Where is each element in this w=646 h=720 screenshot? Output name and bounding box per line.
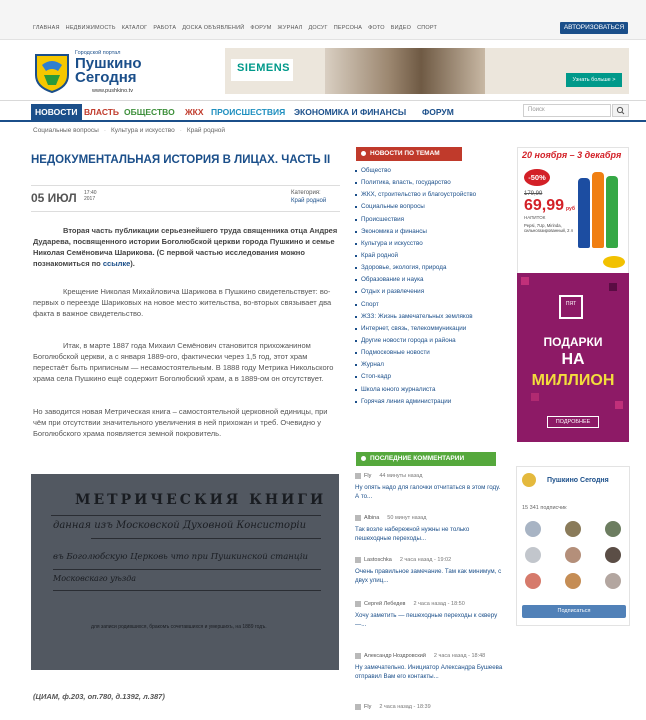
avatar[interactable] [525, 573, 541, 589]
top-nav-link[interactable]: РАБОТА [153, 25, 177, 31]
topics-header-label: НОВОСТИ ПО ТЕМАМ [370, 150, 440, 157]
category-label: Категория: [291, 190, 321, 196]
ad-dates: 20 ноября – 3 декабря [522, 150, 622, 160]
comment-author[interactable]: Lastoschka [364, 557, 392, 563]
comment-meta [355, 652, 505, 661]
metric-book-photo [31, 474, 339, 670]
comment-author[interactable]: Fly [364, 473, 372, 479]
photo-heading: МЕТРИЧЕСКИЯ КНИГИ [75, 492, 327, 508]
main-nav-utilities[interactable]: ЖКХ [185, 107, 204, 117]
login-button[interactable]: АВТОРИЗОВАТЬСЯ [560, 22, 628, 34]
topic-link[interactable]: Экономика и финансы [355, 226, 505, 238]
photo-line [91, 538, 321, 539]
comment-meta [355, 600, 505, 609]
gift-logo-label: ПЯТ [565, 301, 577, 307]
bottle-icon [606, 176, 618, 248]
top-nav-link[interactable]: ВИДЕО [390, 25, 412, 31]
article-paragraph: Крещение Николая Михайловича Шарикова в Пушкино свидетельствует: во-первых о переезде Шариковых на новое место жительства, во-вторых связывает два факта в важное свидетельство. [33, 287, 332, 318]
topic-link[interactable]: ЖЗЗ: Жизнь замечательных земляков [355, 311, 505, 323]
photo-handwriting: данная изъ Московской Духовной Консисторіи [53, 520, 307, 531]
topic-link[interactable]: Политика, власть, государство [355, 177, 505, 189]
topic-link[interactable]: Спорт [355, 299, 505, 311]
topic-link[interactable]: Другие новости города и района [355, 335, 505, 347]
article-paragraph: Итак, в марте 1887 года Михаил Семёнович становится прихожанином Боголюбской церкви, а с января 1889-ого, фактически через 1,5 год, этот храм перестаёт быть приписным — несамостоятельным. В 1888 году Метрика Никольского храма села Пушкино ещё содержит Боголюбский храм, а в 1889-ом он отсутствует. [33, 341, 334, 383]
comment-time: 50 минут назад [387, 515, 427, 521]
comment-text[interactable]: Так возле набережной нужны не только пешеходные переходы... [355, 526, 470, 542]
topic-link[interactable]: Интернет, связь, телекоммуникации [355, 323, 505, 335]
comment-time: 2 часа назад - 18:50 [413, 601, 465, 607]
ad-headline-line3: МИЛЛИОН [531, 372, 615, 389]
photo-handwriting: Московскаго уѣзда [53, 574, 137, 583]
comment-item [355, 472, 505, 501]
decor-square [521, 277, 529, 285]
top-nav-link[interactable]: ДОСКА ОБЪЯВЛЕНИЙ [182, 25, 245, 31]
comment-meta [355, 472, 505, 481]
lead-end: ). [130, 259, 135, 268]
photo-line [53, 569, 321, 570]
comments-header [356, 452, 496, 466]
photo-credit: (ЦИАМ, ф.203, оп.780, д.1392, л.387) [33, 692, 165, 701]
decor-square [531, 393, 539, 401]
category-link[interactable]: Край родной [291, 198, 327, 204]
article-date: 05 ИЮЛ [31, 191, 77, 205]
comment-text[interactable]: Ну опять надо для галочки отчитаться в этом году. А то... [355, 484, 501, 500]
siemens-logo: SIEMENS [237, 62, 291, 74]
article-time [84, 190, 97, 202]
site-logo[interactable] [34, 50, 154, 100]
comment-item [355, 514, 505, 543]
logo-url: www.pushkino.tv [92, 88, 133, 94]
decor-square [609, 283, 617, 291]
topics-list [355, 165, 505, 408]
main-nav-incidents[interactable]: ПРОИСШЕСТВИЯ [211, 107, 286, 117]
avatar [355, 704, 361, 710]
sub-nav-separator: · [179, 127, 182, 134]
avatar [355, 473, 361, 479]
avatar[interactable] [525, 547, 541, 563]
top-nav-link[interactable]: ЖУРНАЛ [277, 25, 303, 31]
main-nav-economy[interactable]: ЭКОНОМИКА И ФИНАНСЫ [294, 107, 407, 117]
logo-title-line2: Сегодня [75, 69, 137, 86]
article-time-clock: 17:40 [84, 190, 97, 196]
avatar [355, 601, 361, 607]
comments-header-label: ПОСЛЕДНИЕ КОММЕНТАРИИ [370, 455, 465, 462]
bullet-icon [361, 456, 366, 461]
top-navigation-bar [0, 0, 646, 40]
search-input[interactable]: Поиск [523, 104, 611, 117]
topic-link[interactable]: Происшествия [355, 214, 505, 226]
discount-badge: -50% [524, 169, 550, 186]
comment-item [355, 652, 505, 681]
photo-handwriting: въ Боголюбскую Церковь что при Пушкинской станціи [53, 552, 309, 562]
comment-time: 2 часа назад - 19:02 [399, 557, 452, 563]
decor-square [615, 401, 623, 409]
avatar[interactable] [605, 521, 621, 537]
ad-details-button[interactable]: ПОДРОБНЕЕ [547, 416, 599, 428]
topic-link[interactable]: Образование и наука [355, 274, 505, 286]
search-icon [613, 105, 628, 116]
sub-nav-link[interactable]: Край родной [186, 127, 226, 134]
subscribe-button[interactable]: Подписаться [522, 605, 626, 618]
topic-link[interactable]: Край родной [355, 250, 505, 262]
bullet-icon [361, 151, 366, 156]
article-meta [31, 185, 340, 212]
siemens-banner-ad[interactable] [225, 48, 629, 94]
banner-cta-button[interactable]: Узнать больше > [566, 73, 622, 87]
topic-link[interactable]: Стоп-кадр [355, 371, 505, 383]
avatar [355, 557, 361, 563]
product-description: Pepsi, 7Up, Mirinda, сильногазированный, 2 л [524, 223, 574, 233]
comment-author[interactable]: Александр Ноздровский [364, 653, 426, 659]
subscriber-count: 15 341 подписчик [522, 505, 567, 511]
gift-logo-icon [559, 295, 583, 319]
search-button[interactable] [612, 104, 629, 117]
comment-text[interactable]: Хочу заметить — пешеходные переходы к скверу —... [355, 612, 498, 628]
new-price [524, 197, 575, 215]
top-nav-links [33, 25, 437, 31]
old-price: 179,99 [524, 191, 543, 197]
sub-navigation [33, 127, 225, 134]
sub-nav-separator: · [103, 127, 106, 134]
sub-nav-link[interactable]: Социальные вопросы [33, 127, 99, 134]
topic-link[interactable]: ЖКХ, строительство и благоустройство [355, 189, 505, 201]
top-nav-link[interactable]: ФОТО [368, 25, 385, 31]
top-nav-link[interactable]: ДОСУГ [308, 25, 328, 31]
topic-link[interactable]: Отдых и развлечения [355, 286, 505, 298]
sub-nav-link[interactable]: Культура и искусство [110, 127, 175, 134]
bottle-icon [592, 172, 604, 248]
photo-line [51, 515, 321, 516]
price-unit: руб [566, 206, 575, 212]
comment-text[interactable]: Ну замечательно. Инициатор Александра Бушеева отправил Вам его контакты... [355, 664, 503, 680]
product-title: НАПИТОК [524, 215, 546, 220]
comment-meta [355, 556, 505, 565]
comment-item [355, 600, 505, 629]
top-nav-link[interactable]: ПЕРСОНА [333, 25, 363, 31]
comment-text[interactable]: Очень правильное замечание. Там как минимум, с двух улиц... [355, 568, 502, 584]
photo-caption: для записи родившихся, бракомъ сочетавшихся и умершихъ, на 1889 годъ. [91, 624, 267, 630]
comment-item [355, 556, 505, 585]
ad-headline-line2: НА [561, 351, 585, 368]
comment-meta [355, 703, 505, 712]
article-category [291, 189, 326, 205]
top-nav-link[interactable]: ГЛАВНАЯ [33, 25, 60, 31]
shield-logo-icon [34, 53, 70, 93]
main-nav-society[interactable]: ОБЩЕСТВО [124, 107, 175, 117]
gifts-million-ad[interactable] [517, 273, 629, 442]
topic-link[interactable]: Горячая линия администрации [355, 396, 505, 408]
logo-title [75, 57, 142, 85]
article-lead [33, 225, 338, 269]
top-nav-link[interactable]: НЕДВИЖИМОСТЬ [65, 25, 116, 31]
avatar[interactable] [605, 573, 621, 589]
comment-time: 2 часа назад - 18:48 [433, 653, 486, 659]
community-avatar[interactable] [522, 473, 536, 487]
bottle-icon [578, 178, 590, 248]
topics-header [356, 147, 462, 161]
comment-time: 44 минуты назад [379, 473, 423, 479]
article-title: НЕДОКУМЕНТАЛЬНАЯ ИСТОРИЯ В ЛИЦАХ. ЧАСТЬ II [31, 154, 331, 166]
topic-link[interactable]: Подмосковные новости [355, 347, 505, 359]
top-nav-link[interactable]: СПОРТ [417, 25, 438, 31]
topic-link[interactable]: Журнал [355, 359, 505, 371]
avatar [355, 515, 361, 521]
comment-meta [355, 514, 505, 523]
topic-link[interactable]: Культура и искусство [355, 238, 505, 250]
main-nav-power[interactable]: ВЛАСТЬ [84, 107, 120, 117]
store-logo [603, 256, 625, 268]
main-nav-forum[interactable]: ФОРУМ [422, 107, 454, 117]
avatar[interactable] [565, 521, 581, 537]
logo-title-line1: Пушкино [75, 55, 142, 72]
topic-link[interactable]: Социальные вопросы [355, 201, 505, 213]
logo-subtitle: Городской портал [75, 50, 121, 56]
article-time-year: 2017 [84, 196, 96, 202]
top-nav-link[interactable]: ФОРУМ [250, 25, 272, 31]
topic-link[interactable]: Общество [355, 165, 505, 177]
topic-link[interactable]: Школа юного журналиста [355, 384, 505, 396]
main-nav-news[interactable]: НОВОСТИ [31, 104, 82, 120]
lead-link[interactable]: ссылке [102, 259, 131, 268]
comment-author[interactable]: Сергей Лебедев [364, 601, 406, 607]
comment-item [355, 703, 505, 712]
pepsi-discount-ad[interactable] [517, 147, 629, 277]
photo-line [53, 590, 321, 591]
comment-time: 2 часа назад - 18:39 [379, 704, 431, 710]
top-nav-link[interactable]: КАТАЛОГ [121, 25, 148, 31]
new-price-value: 69,99 [524, 197, 565, 214]
coffee-image [325, 48, 485, 94]
article-paragraph: Но заводится новая Метрическая книга – самостоятельной церковной единицы, при чём при отсутствии значительного увеличения в ней прихожан и треб. Очевидно у Боголюбского храма появляется земной покровитель. [33, 407, 328, 438]
avatar [355, 653, 361, 659]
avatar[interactable] [605, 547, 621, 563]
comment-author[interactable]: Albina [364, 515, 380, 521]
ad-headline-line1: ПОДАРКИ [543, 335, 603, 349]
avatar[interactable] [525, 521, 541, 537]
avatar[interactable] [565, 547, 581, 563]
avatar[interactable] [565, 573, 581, 589]
topic-link[interactable]: Здоровье, экология, природа [355, 262, 505, 274]
lead-text: Вторая часть публикации серьезнейшего труда священника отца Андрея Дударева, посвященного истории Боголюбской церкви города Пушкино и семье Николая Семёновича Шарикова. (С первой частью исследования можно познакомиться по [33, 226, 338, 268]
community-title[interactable]: Пушкино Сегодня [547, 477, 609, 484]
vk-community-widget [516, 466, 630, 626]
comment-author[interactable]: Fly [364, 704, 372, 710]
